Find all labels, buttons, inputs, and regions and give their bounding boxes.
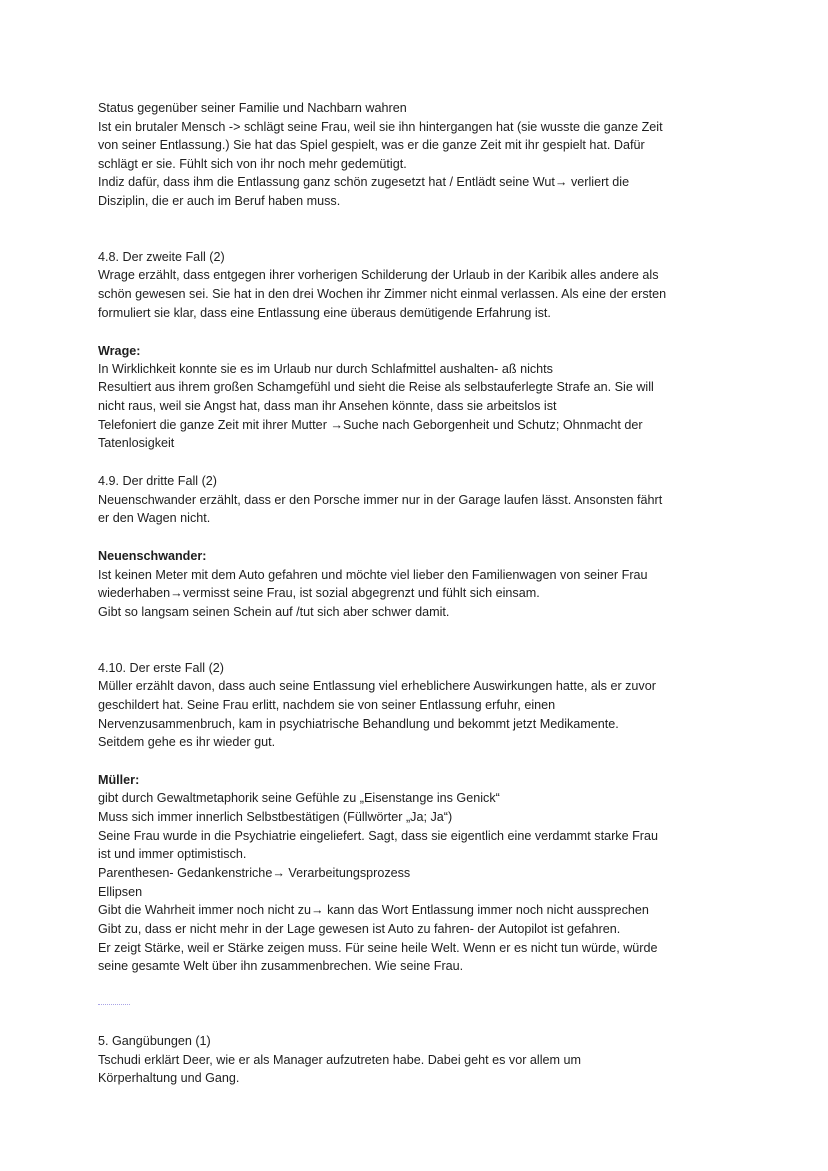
section-heading-5: 5. Gangübungen (1) (98, 1034, 211, 1048)
text-line: Tschudi erklärt Deer, wie er als Manager aufzutreten habe. Dabei geht es vor allem um (98, 1053, 582, 1067)
text-line: ist und immer optimistisch. (98, 847, 247, 861)
text-line: Gibt die Wahrheit immer noch nicht zu→ kann das Wort Entlassung immer noch nicht aussprechen (98, 903, 649, 917)
text-line: Telefoniert die ganze Zeit mit ihrer Mutter →Suche nach Geborgenheit und Schutz; Ohnmacht der (98, 418, 643, 432)
text-line: Körperhaltung und Gang. (98, 1071, 240, 1085)
text-line: formuliert sie klar, dass eine Entlassung eine überaus demütigende Erfahrung ist. (98, 306, 551, 320)
section-heading-4-8: 4.8. Der zweite Fall (2) (98, 250, 225, 264)
section-heading-4-9: 4.9. Der dritte Fall (2) (98, 474, 217, 488)
text-line: geschildert hat. Seine Frau erlitt, nachdem sie von seiner Entlassung erfuhr, einen (98, 698, 556, 712)
section-divider (98, 1004, 130, 1005)
text-line: schlägt er sie. Fühlt sich von ihr noch mehr gedemütigt. (98, 157, 407, 171)
text-line: Seine Frau wurde in die Psychiatrie eingeliefert. Sagt, dass sie eigentlich eine verdammt starke Frau (98, 829, 658, 843)
text-line: gibt durch Gewaltmetaphorik seine Gefühle zu „Eisenstange ins Genick“ (98, 791, 500, 805)
text-line: Ist keinen Meter mit dem Auto gefahren und möchte viel lieber den Familienwagen von seiner Frau (98, 568, 648, 582)
text-line: Ellipsen (98, 885, 143, 899)
text-line: Seitdem gehe es ihr wieder gut. (98, 735, 276, 749)
text-line: wiederhaben→vermisst seine Frau, ist sozial abgegrenzt und fühlt sich einsam. (98, 586, 540, 600)
text-line: Ist ein brutaler Mensch -> schlägt seine Frau, weil sie ihn hintergangen hat (sie wusste die ganze Zeit (98, 120, 663, 134)
text-line: Gibt so langsam seinen Schein auf /tut sich aber schwer damit. (98, 605, 450, 619)
text-line: In Wirklichkeit konnte sie es im Urlaub nur durch Schlafmittel aushalten- aß nichts (98, 362, 553, 376)
text-line: schön gewesen sei. Sie hat in den drei Wochen ihr Zimmer nicht einmal verlassen. Als eine der ersten (98, 287, 667, 301)
section-heading-4-10: 4.10. Der erste Fall (2) (98, 661, 224, 675)
text-line: Neuenschwander erzählt, dass er den Porsche immer nur in der Garage laufen lässt. Ansonsten fährt (98, 493, 663, 507)
text-line: Gibt zu, dass er nicht mehr in der Lage gewesen ist Auto zu fahren- der Autopilot ist gefahren. (98, 922, 621, 936)
text-line: Parenthesen- Gedankenstriche→ Verarbeitungsprozess (98, 866, 411, 880)
character-heading-neuenschwander: Neuenschwander: (98, 549, 207, 563)
character-heading-wrage: Wrage: (98, 344, 141, 358)
text-line: seine gesamte Welt über ihn zusammenbrechen. Wie seine Frau. (98, 959, 464, 973)
text-line: Muss sich immer innerlich Selbstbestätigen (Füllwörter „Ja; Ja“) (98, 810, 453, 824)
text-line: Resultiert aus ihrem großen Schamgefühl und sieht die Reise als selbstauferlegte Strafe an. Sie will (98, 380, 654, 394)
text-line: Er zeigt Stärke, weil er Stärke zeigen muss. Für seine heile Welt. Wenn er es nicht tun würde, würde (98, 941, 658, 955)
text-line: Wrage erzählt, dass entgegen ihrer vorherigen Schilderung der Urlaub in der Karibik alles andere als (98, 268, 659, 282)
text-line: Tatenlosigkeit (98, 436, 175, 450)
text-line: von seiner Entlassung.) Sie hat das Spiel gespielt, was er die ganze Zeit mit ihr gespielt hat. Dafür (98, 138, 645, 152)
text-line: Nervenzusammenbruch, kam in psychiatrische Behandlung und bekommt jetzt Medikamente. (98, 717, 619, 731)
character-heading-mueller: Müller: (98, 773, 140, 787)
text-line: nicht raus, weil sie Angst hat, dass man ihr Ansehen könnte, dass sie arbeitslos ist (98, 399, 557, 413)
text-line: Status gegenüber seiner Familie und Nachbarn wahren (98, 101, 407, 115)
text-line: er den Wagen nicht. (98, 511, 211, 525)
text-line: Indiz dafür, dass ihm die Entlassung ganz schön zugesetzt hat / Entlädt seine Wut→ verliert die (98, 175, 630, 189)
text-line: Müller erzählt davon, dass auch seine Entlassung viel erheblichere Auswirkungen hatte, als er zuvor (98, 679, 656, 693)
text-line: Disziplin, die er auch im Beruf haben muss. (98, 194, 341, 208)
